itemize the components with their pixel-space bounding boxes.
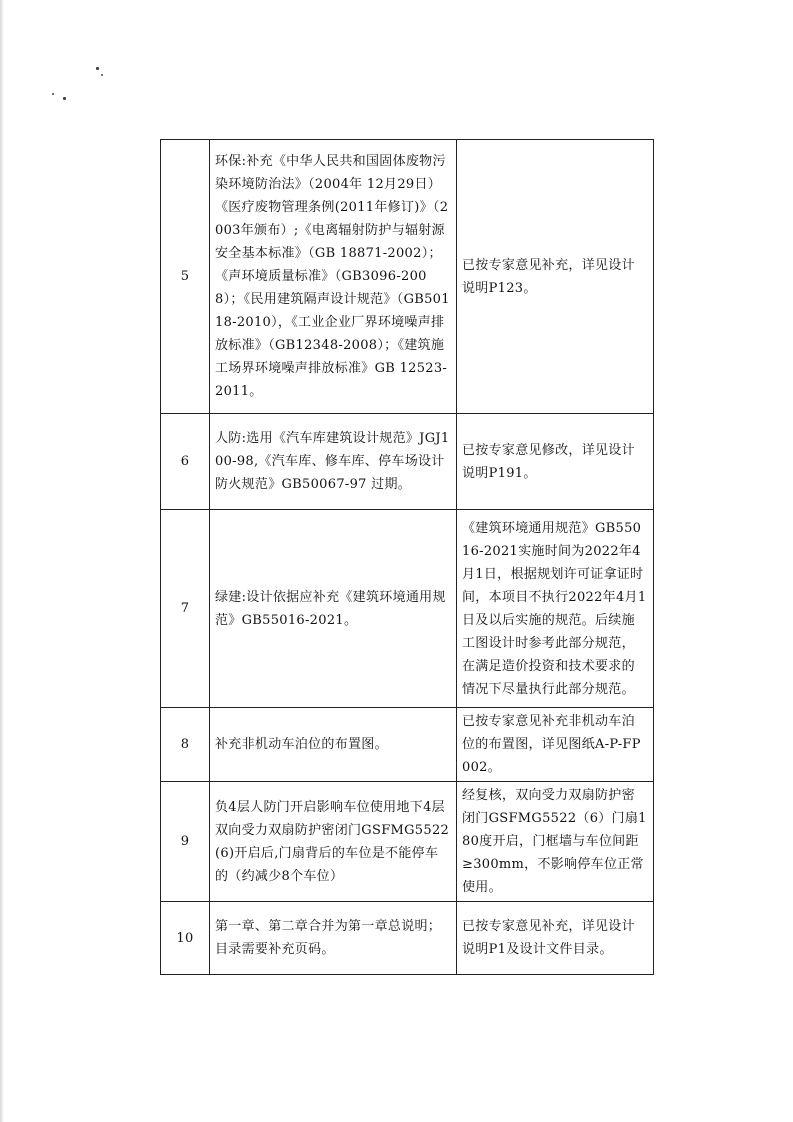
row-number: 8 <box>161 708 210 782</box>
row-number: 7 <box>161 510 210 708</box>
scan-speck <box>96 67 99 70</box>
table-row <box>161 510 654 708</box>
row-number: 6 <box>161 414 210 510</box>
scan-speck <box>63 97 66 100</box>
row-number: 5 <box>161 140 210 414</box>
issue-text: 第一章、第二章合并为第一章总说明；目录需要补充页码。 <box>210 902 457 975</box>
reply-text: 已按专家意见修改，详见设计说明P191。 <box>457 414 654 510</box>
table-row <box>161 708 654 782</box>
reply-text: 经复核，双向受力双扇防护密闭门GSFMG5522（6）门扇180度开启，门框墙与车位间距≥300mm，不影响停车位正常使用。 <box>457 782 654 902</box>
reply-text: 《建筑环境通用规范》GB55016-2021实施时间为2022年4月1日，根据规划许可证拿证时间，本项目不执行2022年4月1日及以后实施的规范。后续施工图设计时参考此部分规范，在满足造价投资和技术要求的情况下尽量执行此部分规范。 <box>457 510 654 708</box>
issue-text: 环保:补充《中华人民共和国固体废物污染环境防治法》（2004年 12月29日）《医疗废物管理条例(2011年修订)》（2003年颁布）;《电离辐射防护与辐射源安全基本标准》（GB 18871-2002）；《声环境质量标准》（GB3096-2008）；《民用建筑隔声设计规范》（GB50118-2010），《工业企业厂界环境噪声排放标准》（GB12348-2008）；《建筑施工场界环境噪声排放标准》GB 12523-2011。 <box>210 140 457 414</box>
table-row <box>161 140 654 414</box>
table-row <box>161 782 654 902</box>
issue-text: 负4层人防门开启影响车位使用地下4层双向受力双扇防护密闭门GSFMG5522(6)开启后,门扇背后的车位是不能停车的（约减少8个车位） <box>210 782 457 902</box>
table-row <box>161 902 654 975</box>
scan-speck <box>52 93 54 95</box>
issue-text: 绿建:设计依据应补充《建筑环境通用规范》GB55016-2021。 <box>210 510 457 708</box>
issue-text: 人防:选用《汽车库建筑设计规范》JGJ100-98,《汽车库、修车库、停车场设计防火规范》GB50067-97 过期。 <box>210 414 457 510</box>
scan-edge-shade <box>0 0 4 1122</box>
scan-speck <box>101 74 103 76</box>
row-number: 10 <box>161 902 210 975</box>
row-number: 9 <box>161 782 210 902</box>
issue-text: 补充非机动车泊位的布置图。 <box>210 708 457 782</box>
reply-text: 已按专家意见补充非机动车泊位的布置图，详见图纸A-P-FP002。 <box>457 708 654 782</box>
reply-text: 已按专家意见补充，详见设计说明P1及设计文件目录。 <box>457 902 654 975</box>
review-response-table <box>160 139 654 975</box>
reply-text: 已按专家意见补充，详见设计说明P123。 <box>457 140 654 414</box>
table-row <box>161 414 654 510</box>
